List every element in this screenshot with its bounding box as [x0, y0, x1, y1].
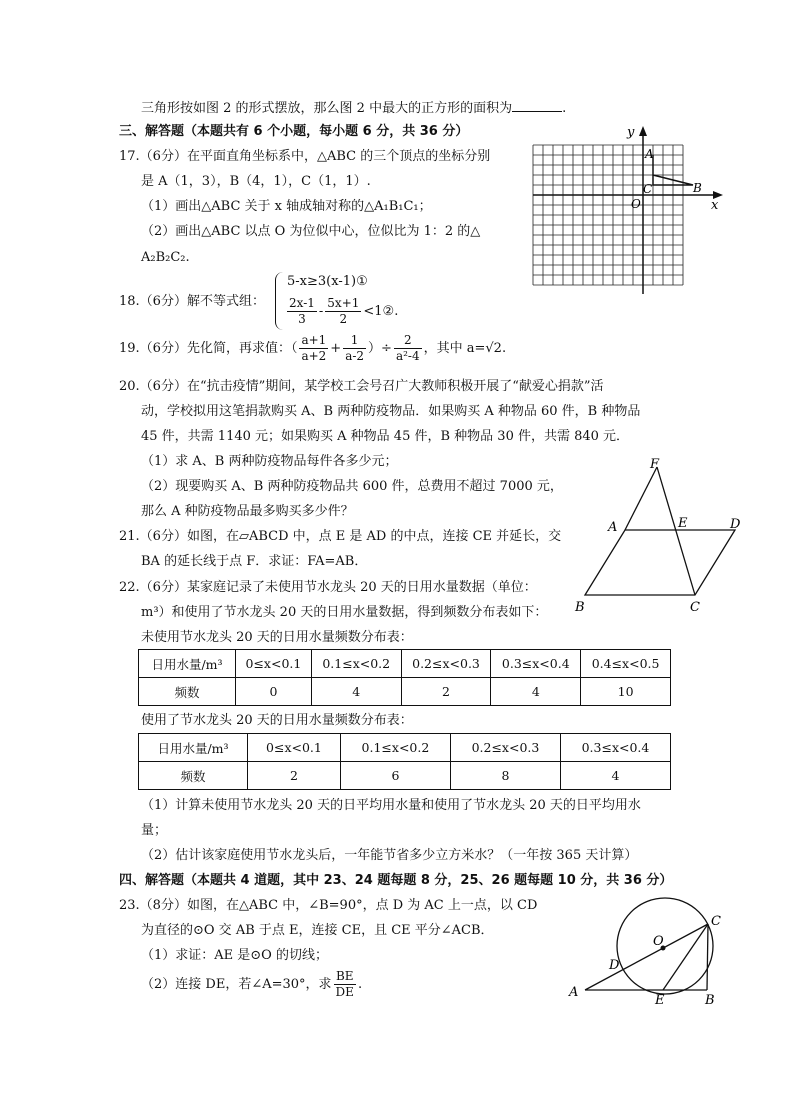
para-label-f: F	[650, 457, 660, 472]
table-1-title: 未使用节水龙头 20 天的日用水量频数分布表：	[141, 630, 413, 645]
q19-line: 19.（6分）先化简，再求值：（ $\frac{a+1}{a+2}$ + $\frac{1}{a-2}$ ）÷ $\frac{2}{\text{a²-4}}$ ，其中 a=√2.	[119, 333, 507, 363]
grid-label-x: x	[711, 198, 719, 213]
q19-fraction-1: $\frac{a+1}{a+2}$	[301, 333, 327, 363]
q17-line-1: 17.（6分）在平面直角坐标系中，△ABC 的三个顶点的坐标分别	[119, 149, 491, 164]
section-3-heading: 三、解答题（本题共有 6 个小题，每小题 6 分，共 36 分）	[119, 124, 469, 139]
segment-fc	[657, 467, 695, 595]
parallelogram-figure	[570, 455, 750, 615]
grid-label-a: A	[645, 147, 654, 161]
q18-fraction-1: $\frac{2x-1}{3}$	[289, 296, 315, 326]
q18-inequality-2: $\frac{2x-1}{3}$ - $\frac{5x+1}{2}$ <1②.	[289, 296, 399, 326]
table-2-bin: 0.1≤x<0.2	[340, 734, 450, 762]
circle-label-d: D	[609, 958, 620, 973]
q22-line-2: m³）和使用了节水龙头 20 天的日用水量数据，得到频数分布表如下：	[141, 605, 548, 620]
table-2-bin: 0≤x<0.1	[248, 734, 341, 762]
circle-label-a: A	[569, 985, 579, 1000]
table-1-header-label: 日用水量/m³	[139, 650, 236, 678]
q18-brace	[275, 272, 284, 330]
q19-fraction-2: $\frac{1}{a-2}$	[345, 333, 365, 363]
segment-ac	[585, 924, 708, 990]
q22-line-4: 量；	[141, 823, 168, 838]
q19-fraction-3: $\frac{2}{\text{a²-4}}$	[395, 333, 420, 363]
table-1-bin: 0.1≤x<0.2	[311, 650, 401, 678]
parallelogram-abcd	[585, 530, 735, 595]
table-1-bin: 0.3≤x<0.4	[491, 650, 581, 678]
circle-label-b: B	[705, 993, 715, 1008]
table-2-bin: 0.2≤x<0.3	[450, 734, 560, 762]
para-label-b: B	[575, 600, 585, 615]
q20-line-2: 动，学校拟用这笔捐款购买 A、B 两种防疫物品．如果购买 A 种物品 60 件，B 种物品	[141, 404, 641, 419]
circle-label-c: C	[711, 914, 721, 929]
grid-label-c: C	[643, 182, 653, 196]
q20-line-6: 那么 A 种防疫物品最多购买多少件？	[141, 504, 354, 519]
section-4-heading: 四、解答题（本题共 4 道题，其中 23、24 题每题 8 分，25、26 题每题 10 分，共 36 分）	[119, 873, 673, 888]
table-1-header-row	[139, 650, 671, 678]
q20-line-3: 45 件，共需 1140 元；如果购买 A 种物品 45 件，B 种物品 30 件，共需 840 元．	[141, 429, 630, 444]
grid-label-y: y	[627, 125, 635, 140]
table-1-bin: 0.4≤x<0.5	[581, 650, 671, 678]
q18-fraction-2: $\frac{5x+1}{2}$	[327, 296, 360, 326]
q20-line-5: （2）现要购买 A、B 两种防疫物品共 600 件，总费用不超过 7000 元，	[141, 479, 563, 494]
table-1-bin: 0.2≤x<0.3	[401, 650, 491, 678]
table-2-title: 使用了节水龙头 20 天的日用水量频数分布表：	[141, 713, 413, 728]
segment-bc	[707, 924, 708, 990]
para-label-a: A	[608, 520, 618, 535]
table-2-bin: 0.3≤x<0.4	[560, 734, 670, 762]
table-2-header-label: 日用水量/m³	[139, 734, 248, 762]
q21-line-2: BA 的延长线于点 F．求证：FA=AB．	[141, 554, 368, 569]
q17-line-2: 是 A（1，3），B（4，1），C（1，1）.	[141, 174, 371, 189]
para-label-d: D	[730, 517, 741, 532]
q23-line-4: （2）连接 DE，若∠A=30°，求 $\frac{BE}{DE}$ .	[141, 969, 363, 999]
table-1-bin: 0≤x<0.1	[236, 650, 312, 678]
table-2-count: 2	[248, 762, 341, 790]
coordinate-grid-figure	[525, 122, 730, 297]
intro-line: 三角形按如图 2 的形式摆放，那么图 2 中最大的正方形的面积为 .	[141, 97, 566, 119]
table-2-count-row	[139, 762, 671, 790]
q20-line-4: （1）求 A、B 两种防疫物品每件各多少元；	[141, 454, 398, 469]
q22-line-1: 22.（6分）某家庭记录了未使用节水龙头 20 天的日用水量数据（单位：	[119, 580, 537, 595]
table-1-count: 4	[491, 678, 581, 706]
segment-af	[625, 467, 657, 530]
circle-label-e: E	[655, 993, 665, 1008]
table-2-count: 4	[560, 762, 670, 790]
table-2-count: 8	[450, 762, 560, 790]
table-1-count: 10	[581, 678, 671, 706]
q23-line-1: 23.（8分）如图，在△ABC 中，∠B=90°，点 D 为 AC 上一点，以 CD	[119, 898, 538, 913]
table-2-row-label: 频数	[139, 762, 248, 790]
q22-line-3: （1）计算未使用节水龙头 20 天的日平均用水量和使用了节水龙头 20 天的日平均用水	[141, 798, 641, 813]
grid-label-o: O	[631, 197, 641, 211]
q21-line-1: 21.（6分）如图，在▱ABCD 中，点 E 是 AD 的中点，连接 CE 并延长，交	[119, 529, 562, 544]
circle-o	[617, 898, 713, 994]
segment-ce	[663, 924, 708, 990]
grid-label-b: B	[693, 181, 702, 195]
table-2-count: 6	[340, 762, 450, 790]
table-1	[138, 649, 671, 706]
table-2-header-row	[139, 734, 671, 762]
table-1-count: 4	[311, 678, 401, 706]
q20-line-1: 20.（6分）在“抗击疫情”期间，某学校工会号召广大教师积极开展了“献爱心捐款”活	[119, 379, 604, 394]
circle-figure	[565, 890, 750, 1015]
para-label-e: E	[678, 516, 688, 531]
q23-fraction: $\frac{BE}{DE}$	[335, 969, 354, 999]
q17-line-4: （2）画出△ABC 以点 O 为位似中心，位似比为 1：2 的△	[141, 224, 481, 239]
table-1-row-label: 频数	[139, 678, 236, 706]
table-1-count: 0	[236, 678, 312, 706]
q23-line-2: 为直径的⊙O 交 AB 于点 E，连接 CE，且 CE 平分∠ACB．	[141, 923, 494, 938]
circle-label-o: O	[653, 934, 664, 949]
table-1-count-row	[139, 678, 671, 706]
table-1-count: 2	[401, 678, 491, 706]
q17-line-5: A₂B₂C₂.	[141, 250, 190, 265]
q17-line-3: （1）画出△ABC 关于 x 轴成轴对称的△A₁B₁C₁；	[141, 199, 432, 214]
q18-inequality-1: 5-x≥3(x-1)①	[287, 274, 368, 289]
y-axis-arrow	[639, 126, 647, 136]
para-label-c: C	[690, 600, 700, 615]
q18-line: 18.（6分）解不等式组：	[119, 294, 265, 309]
q22-line-5: （2）估计该家庭使用节水龙头后，一年能节省多少立方米水？（一年按 365 天计算）	[141, 848, 638, 863]
table-2	[138, 733, 671, 790]
q23-line-3: （1）求证：AE 是⊙O 的切线；	[141, 948, 328, 963]
answer-blank	[512, 97, 562, 112]
